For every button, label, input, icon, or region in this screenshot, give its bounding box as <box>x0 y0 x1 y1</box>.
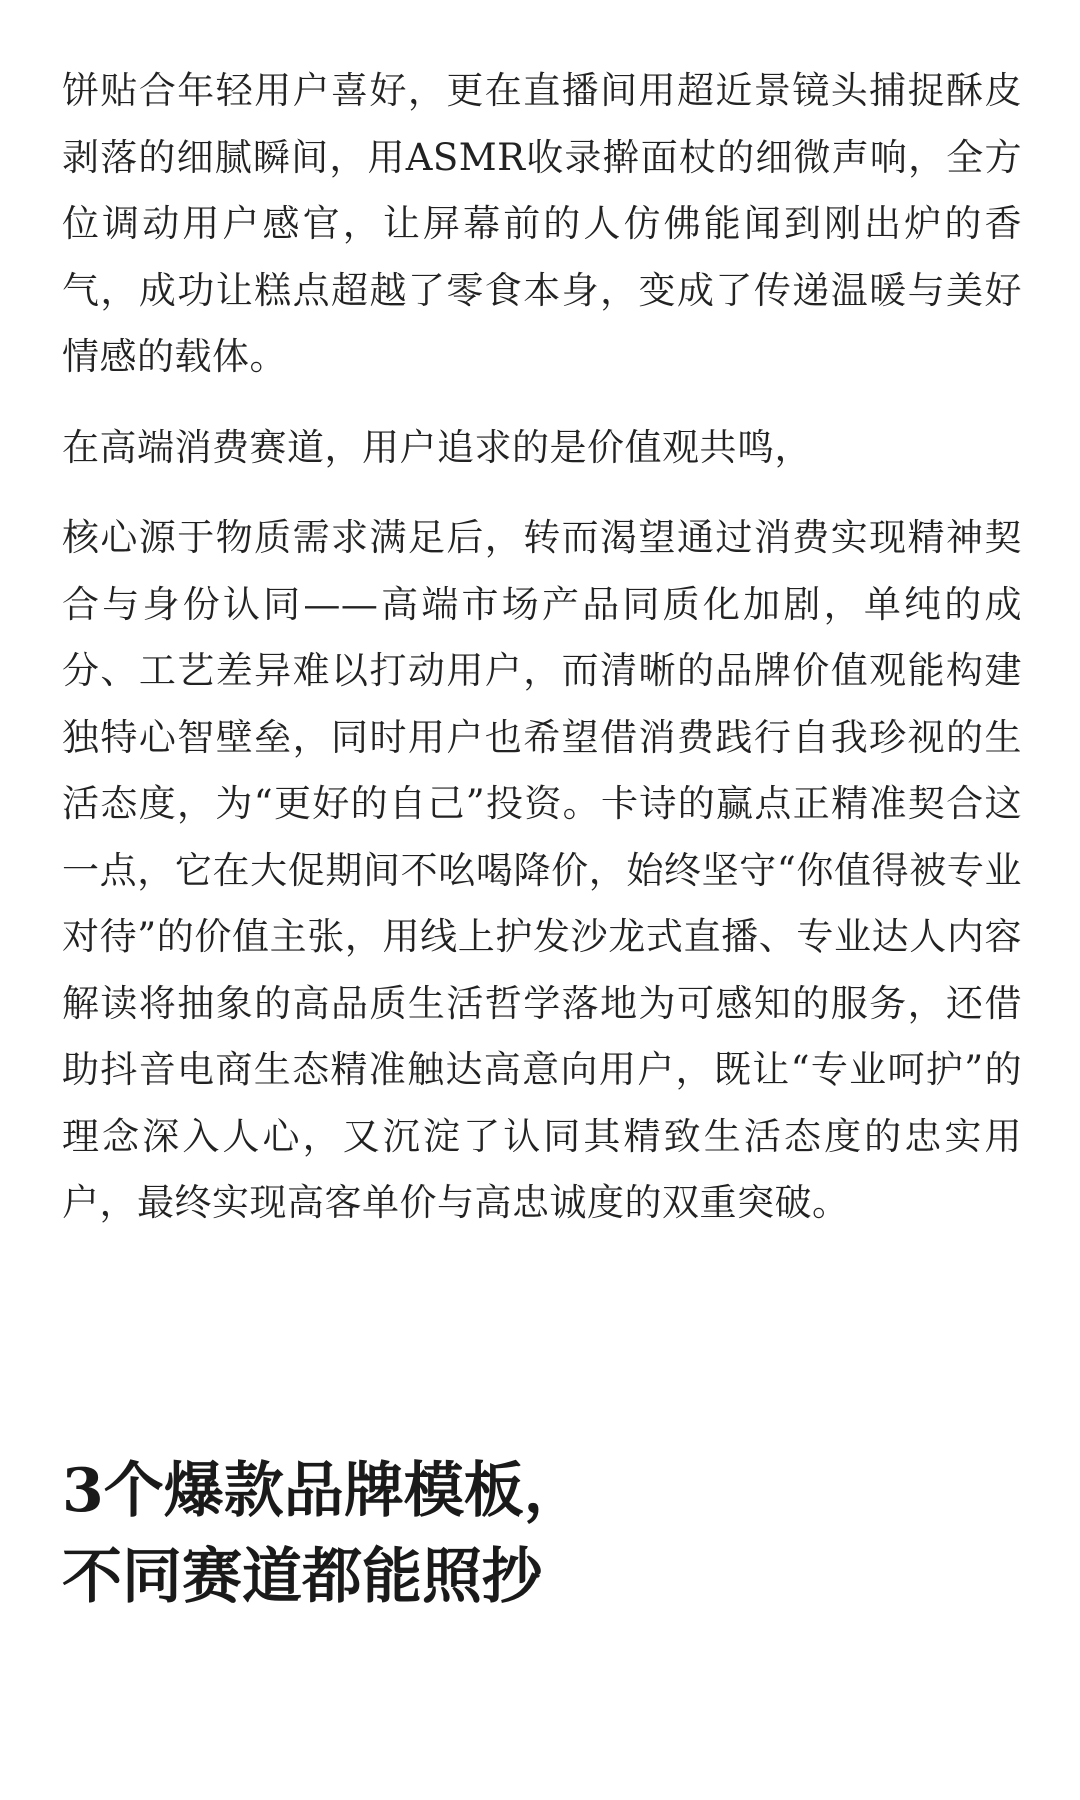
section-heading-line-1: 3个爆款品牌模板， <box>62 1456 584 1526</box>
paragraph-pastry: 饼贴合年轻用户喜好，更在直播间用超近景镜头捕捉酥皮剥落的细腻瞬间，用ASMR收录擀面杖的细微声响，全方位调动用户感官，让屏幕前的人仿佛能闻到刚出炉的香气，成功让糕点超越了零食本身，变成了传递温暖与美好情感的载体。 <box>62 69 1022 378</box>
paragraph-kerastase: 核心源于物质需求满足后，转而渴望通过消费实现精神契合与身份认同——高端市场产品同质化加剧，单纯的成分、工艺差异难以打动用户，而清晰的品牌价值观能构建独特心智壁垒，同时用户也希望借消费践行自我珍视的生活态度，为“更好的自己”投资。卡诗的赢点正精准契合这一点，它在大促期间不吆喝降价，始终坚守“你值得被专业对待”的价值主张，用线上护发沙龙式直播、专业达人内容解读将抽象的高品质生活哲学落地为可感知的服务，还借助抖音电商生态精准触达高意向用户，既让“专业呵护”的理念深入人心，又沉淀了认同其精致生活态度的忠实用户，最终实现高客单价与高忠诚度的双重突破。 <box>62 516 1022 1224</box>
paragraph-high-end-intro: 在高端消费赛道，用户追求的是价值观共鸣， <box>62 425 812 469</box>
article-body <box>62 58 1022 1261</box>
section-heading-line-2: 不同赛道都能照抄 <box>62 1542 542 1612</box>
section-heading <box>62 1448 1022 1620</box>
